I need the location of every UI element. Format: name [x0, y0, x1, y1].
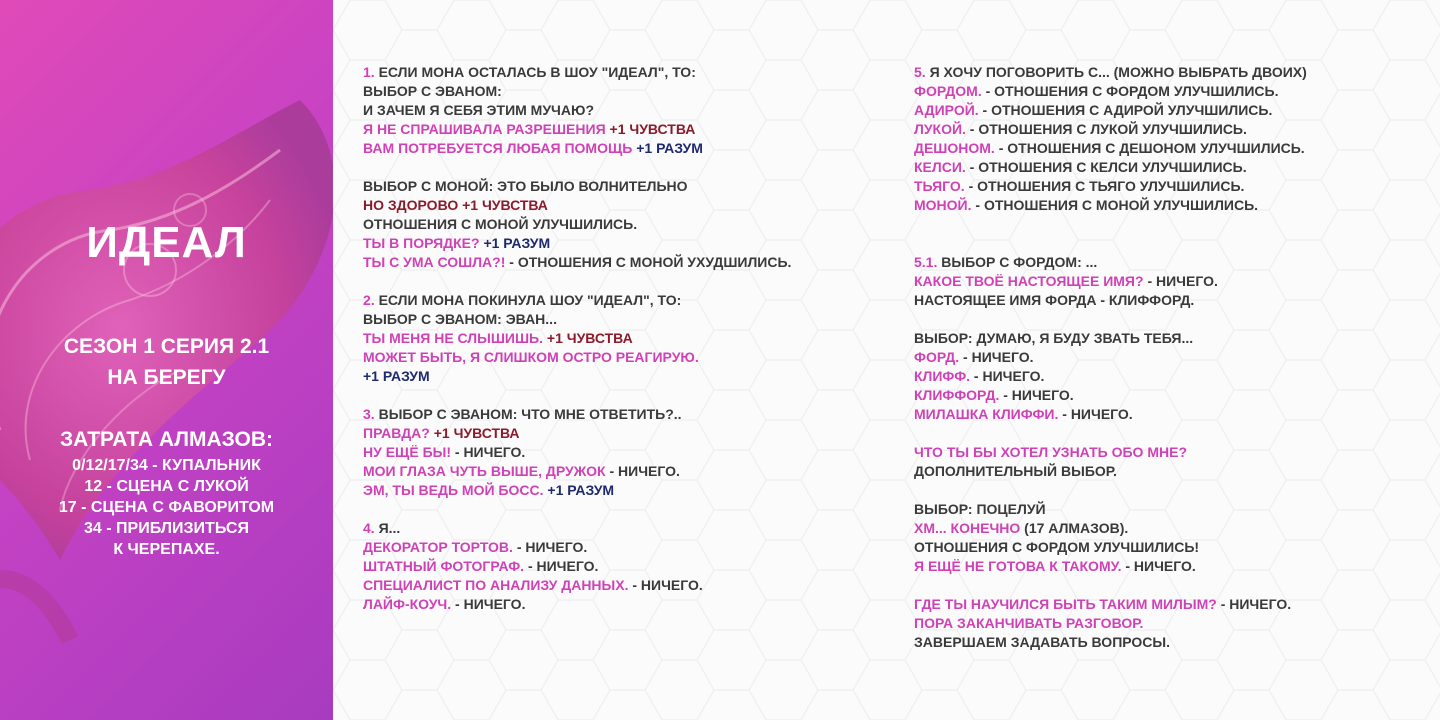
line-segment: - НИЧЕГО. [524, 558, 599, 574]
line-segment: - НИЧЕГО. [959, 349, 1034, 365]
guide-line [363, 367, 903, 386]
guide-line [363, 348, 903, 367]
line-segment: ДОПОЛНИТЕЛЬНЫЙ ВЫБОР. [914, 463, 1117, 479]
guide-line [914, 82, 1424, 101]
guide-line [363, 291, 903, 310]
guide-line [914, 614, 1424, 633]
guide-line [914, 367, 1424, 386]
line-segment: МОНОЙ. [914, 197, 972, 213]
line-segment: - НИЧЕГО. [1216, 596, 1292, 612]
guide-line [914, 291, 1424, 310]
line-segment: НАСТОЯЩЕЕ ИМЯ ФОРДА - КЛИФФОРД. [914, 292, 1195, 308]
guide-line [914, 348, 1424, 367]
line-segment: - НИЧЕГО. [605, 463, 680, 479]
line-segment: - ОТНОШЕНИЯ С МОНОЙ УХУДШИЛИСЬ. [505, 254, 792, 270]
line-segment: - ОТНОШЕНИЯ С МОНОЙ УЛУЧШИЛИСЬ. [971, 197, 1259, 213]
guide-line [914, 405, 1424, 424]
guide-line [363, 424, 903, 443]
guide-line [363, 462, 903, 481]
guide-line [914, 462, 1424, 481]
line-segment: ФОРДОМ. [914, 83, 982, 99]
line-segment: ОТНОШЕНИЯ С ФОРДОМ УЛУЧШИЛИСЬ! [914, 539, 1200, 555]
line-segment: - НИЧЕГО. [1143, 273, 1218, 289]
guide-line [914, 500, 1424, 519]
guide-line [914, 196, 1424, 215]
line-segment: - ОТНОШЕНИЯ С ФОРДОМ УЛУЧШИЛИСЬ. [981, 83, 1279, 99]
spacer [914, 481, 1424, 500]
line-segment: ТЬЯГО. [914, 178, 965, 194]
line-segment: 3. [363, 406, 375, 422]
spacer [914, 576, 1424, 595]
guide-line [914, 139, 1424, 158]
guide-line [363, 101, 903, 120]
line-segment: - НИЧЕГО. [628, 577, 703, 593]
line-segment: АДИРОЙ. [914, 102, 979, 118]
guide-line [363, 310, 903, 329]
line-segment: ХМ... КОНЕЧНО [914, 520, 1021, 536]
spacer [363, 386, 903, 405]
line-segment: - ОТНОШЕНИЯ С ТЬЯГО УЛУЧШИЛИСЬ. [964, 178, 1245, 194]
line-segment: - НИЧЕГО. [1058, 406, 1133, 422]
line-segment: МИЛАШКА КЛИФФИ. [914, 406, 1059, 422]
line-segment: ЕСЛИ МОНА ОСТАЛАСЬ В ШОУ "ИДЕАЛ", ТО: [374, 64, 696, 80]
line-segment: КЛИФФОРД. [914, 387, 1000, 403]
guide-line [363, 215, 903, 234]
line-segment: +1 ЧУВСТВА [546, 330, 633, 346]
spacer [914, 424, 1424, 443]
cost-item: 0/12/17/34 - КУПАЛЬНИК [72, 457, 261, 474]
guide-line [363, 177, 903, 196]
guide-line [363, 538, 903, 557]
guide-line [914, 158, 1424, 177]
line-segment: МОИ ГЛАЗА ЧУТЬ ВЫШЕ, ДРУЖОК [363, 463, 606, 479]
guide-line [914, 595, 1424, 614]
line-segment: ТЫ С УМА СОШЛА?! [363, 254, 506, 270]
guide-line [914, 329, 1424, 348]
line-segment: Я ХОЧУ ПОГОВОРИТЬ С... (МОЖНО ВЫБРАТЬ ДВОИХ) [925, 64, 1307, 80]
guide-line [914, 633, 1424, 652]
guide-content [333, 0, 1440, 720]
line-segment: ВЫБОР С ЭВАНОМ: ЧТО МНЕ ОТВЕТИТЬ?.. [374, 406, 682, 422]
line-segment: +1 ЧУВСТВА [609, 121, 696, 137]
line-segment: - НИЧЕГО. [999, 387, 1074, 403]
cost-item: 17 - СЦЕНА С ФАВОРИТОМ [58, 499, 275, 516]
line-segment: (17 АЛМАЗОВ). [1020, 520, 1129, 536]
cover-panel [0, 0, 333, 720]
line-segment: КЛИФФ. [914, 368, 971, 384]
line-segment: - ОТНОШЕНИЯ С ДЕШОНОМ УЛУЧШИЛИСЬ. [994, 140, 1305, 156]
line-segment: ТЫ В ПОРЯДКЕ? [363, 235, 484, 251]
line-segment: ЗАВЕРШАЕМ ЗАДАВАТЬ ВОПРОСЫ. [914, 634, 1171, 650]
line-segment: ВЫБОР С ЭВАНОМ: [363, 83, 502, 99]
line-segment: 4. [363, 520, 375, 536]
line-segment: 5. [914, 64, 926, 80]
line-segment: - НИЧЕГО. [451, 444, 526, 460]
guide-line [914, 253, 1424, 272]
line-segment: 5.1. [914, 254, 938, 270]
guide-line [914, 177, 1424, 196]
line-segment: +1 РАЗУМ [547, 482, 615, 498]
guide-line [363, 253, 903, 272]
guide-line [363, 82, 903, 101]
guide-line [914, 443, 1424, 462]
guide-line [914, 120, 1424, 139]
guide-line [363, 443, 903, 462]
guide-line [914, 386, 1424, 405]
line-segment: 1. [363, 64, 375, 80]
line-segment: - НИЧЕГО. [1121, 558, 1196, 574]
line-segment: Я НЕ СПРАШИВАЛА РАЗРЕШЕНИЯ [363, 121, 610, 137]
diamond-cost-list [0, 455, 333, 560]
guide-line [363, 595, 903, 614]
line-segment: +1 РАЗУМ [483, 235, 551, 251]
line-segment: +1 РАЗУМ [363, 368, 430, 384]
line-segment: ВЫБОР: ПОЦЕЛУЙ [914, 501, 1046, 517]
choices-column-right [914, 63, 1424, 652]
line-segment: ПРАВДА? [363, 425, 434, 441]
line-segment: КЕЛСИ. [914, 159, 966, 175]
line-segment: +1 ЧУВСТВА [433, 425, 520, 441]
line-segment: - ОТНОШЕНИЯ С КЕЛСИ УЛУЧШИЛИСЬ. [965, 159, 1247, 175]
line-segment: - ОТНОШЕНИЯ С АДИРОЙ УЛУЧШИЛИСЬ. [978, 102, 1273, 118]
cost-item: 34 - ПРИБЛИЗИТЬСЯ [84, 520, 249, 537]
line-segment: - ОТНОШЕНИЯ С ЛУКОЙ УЛУЧШИЛИСЬ. [965, 121, 1247, 137]
episode-subtitle: НА БЕРЕГУ [107, 366, 226, 389]
line-segment: ВАМ ПОТРЕБУЕТСЯ ЛЮБАЯ ПОМОЩЬ [363, 140, 637, 156]
line-segment: +1 РАЗУМ [636, 140, 703, 156]
line-segment: ВЫБОР С ФОРДОМ: ... [937, 254, 1098, 270]
guide-line [363, 557, 903, 576]
guide-line [363, 139, 903, 158]
guide-line [914, 272, 1424, 291]
line-segment: НУ ЕЩЁ БЫ! [363, 444, 451, 460]
spacer [363, 272, 903, 291]
guide-line [363, 519, 903, 538]
line-segment: ШТАТНЫЙ ФОТОГРАФ. [363, 558, 525, 574]
line-segment: ПОРА ЗАКАНЧИВАТЬ РАЗГОВОР. [914, 615, 1144, 631]
line-segment: ЭМ, ТЫ ВЕДЬ МОЙ БОСС. [363, 482, 548, 498]
guide-line [914, 538, 1424, 557]
choices-column-left [363, 63, 903, 614]
line-segment: ВЫБОР: ДУМАЮ, Я БУДУ ЗВАТЬ ТЕБЯ... [914, 330, 1194, 346]
guide-line [914, 519, 1424, 538]
line-segment: ЛАЙФ-КОУЧ. [363, 596, 452, 612]
guide-line [363, 196, 903, 215]
line-segment: НО ЗДОРОВО +1 ЧУВСТВА [363, 197, 548, 213]
guide-line [363, 63, 903, 82]
spacer [363, 500, 903, 519]
line-segment: ЛУКОЙ. [914, 121, 966, 137]
guide-line [914, 63, 1424, 82]
line-segment: - НИЧЕГО. [451, 596, 526, 612]
line-segment: МОЖЕТ БЫТЬ, Я СЛИШКОМ ОСТРО РЕАГИРУЮ. [363, 349, 699, 365]
line-segment: - НИЧЕГО. [970, 368, 1045, 384]
line-segment: ДЕКОРАТОР ТОРТОВ. [363, 539, 513, 555]
guide-line [363, 405, 903, 424]
guide-line [363, 329, 903, 348]
line-segment: ЧТО ТЫ БЫ ХОТЕЛ УЗНАТЬ ОБО МНЕ? [914, 444, 1187, 460]
line-segment: Я... [374, 520, 401, 536]
line-segment: - НИЧЕГО. [512, 539, 588, 555]
line-segment: СПЕЦИАЛИСТ ПО АНАЛИЗУ ДАННЫХ. [363, 577, 629, 593]
line-segment: ГДЕ ТЫ НАУЧИЛСЯ БЫТЬ ТАКИМ МИЛЫМ? [914, 596, 1217, 612]
line-segment: КАКОЕ ТВОЁ НАСТОЯЩЕЕ ИМЯ? [914, 273, 1144, 289]
guide-line [914, 557, 1424, 576]
line-segment: ВЫБОР С ЭВАНОМ: ЭВАН... [363, 311, 557, 327]
guide-line [363, 481, 903, 500]
spacer [914, 310, 1424, 329]
line-segment: ОТНОШЕНИЯ С МОНОЙ УЛУЧШИЛИСЬ. [363, 216, 638, 232]
line-segment: ТЫ МЕНЯ НЕ СЛЫШИШЬ. [363, 330, 547, 346]
guide-line [363, 576, 903, 595]
spacer [363, 158, 903, 177]
spacer [914, 234, 1424, 253]
line-segment: И ЗАЧЕМ Я СЕБЯ ЭТИМ МУЧАЮ? [363, 102, 594, 118]
game-title: ИДЕАЛ [86, 218, 247, 267]
line-segment: ДЕШОНОМ. [914, 140, 995, 156]
episode-label: СЕЗОН 1 СЕРИЯ 2.1 [63, 335, 270, 358]
line-segment: Я ЕЩЁ НЕ ГОТОВА К ТАКОМУ. [914, 558, 1122, 574]
spacer [914, 215, 1424, 234]
guide-line [363, 120, 903, 139]
guide-line [914, 101, 1424, 120]
line-segment: ВЫБОР С МОНОЙ: ЭТО БЫЛО ВОЛНИТЕЛЬНО [363, 178, 688, 194]
line-segment: 2. [363, 292, 375, 308]
line-segment: ЕСЛИ МОНА ПОКИНУЛА ШОУ "ИДЕАЛ", ТО: [374, 292, 682, 308]
cost-item: К ЧЕРЕПАХЕ. [113, 541, 220, 558]
guide-line [363, 234, 903, 253]
line-segment: ФОРД. [914, 349, 960, 365]
cost-item: 12 - СЦЕНА С ЛУКОЙ [84, 478, 249, 495]
diamond-cost-heading: ЗАТРАТА АЛМАЗОВ: [59, 428, 274, 451]
